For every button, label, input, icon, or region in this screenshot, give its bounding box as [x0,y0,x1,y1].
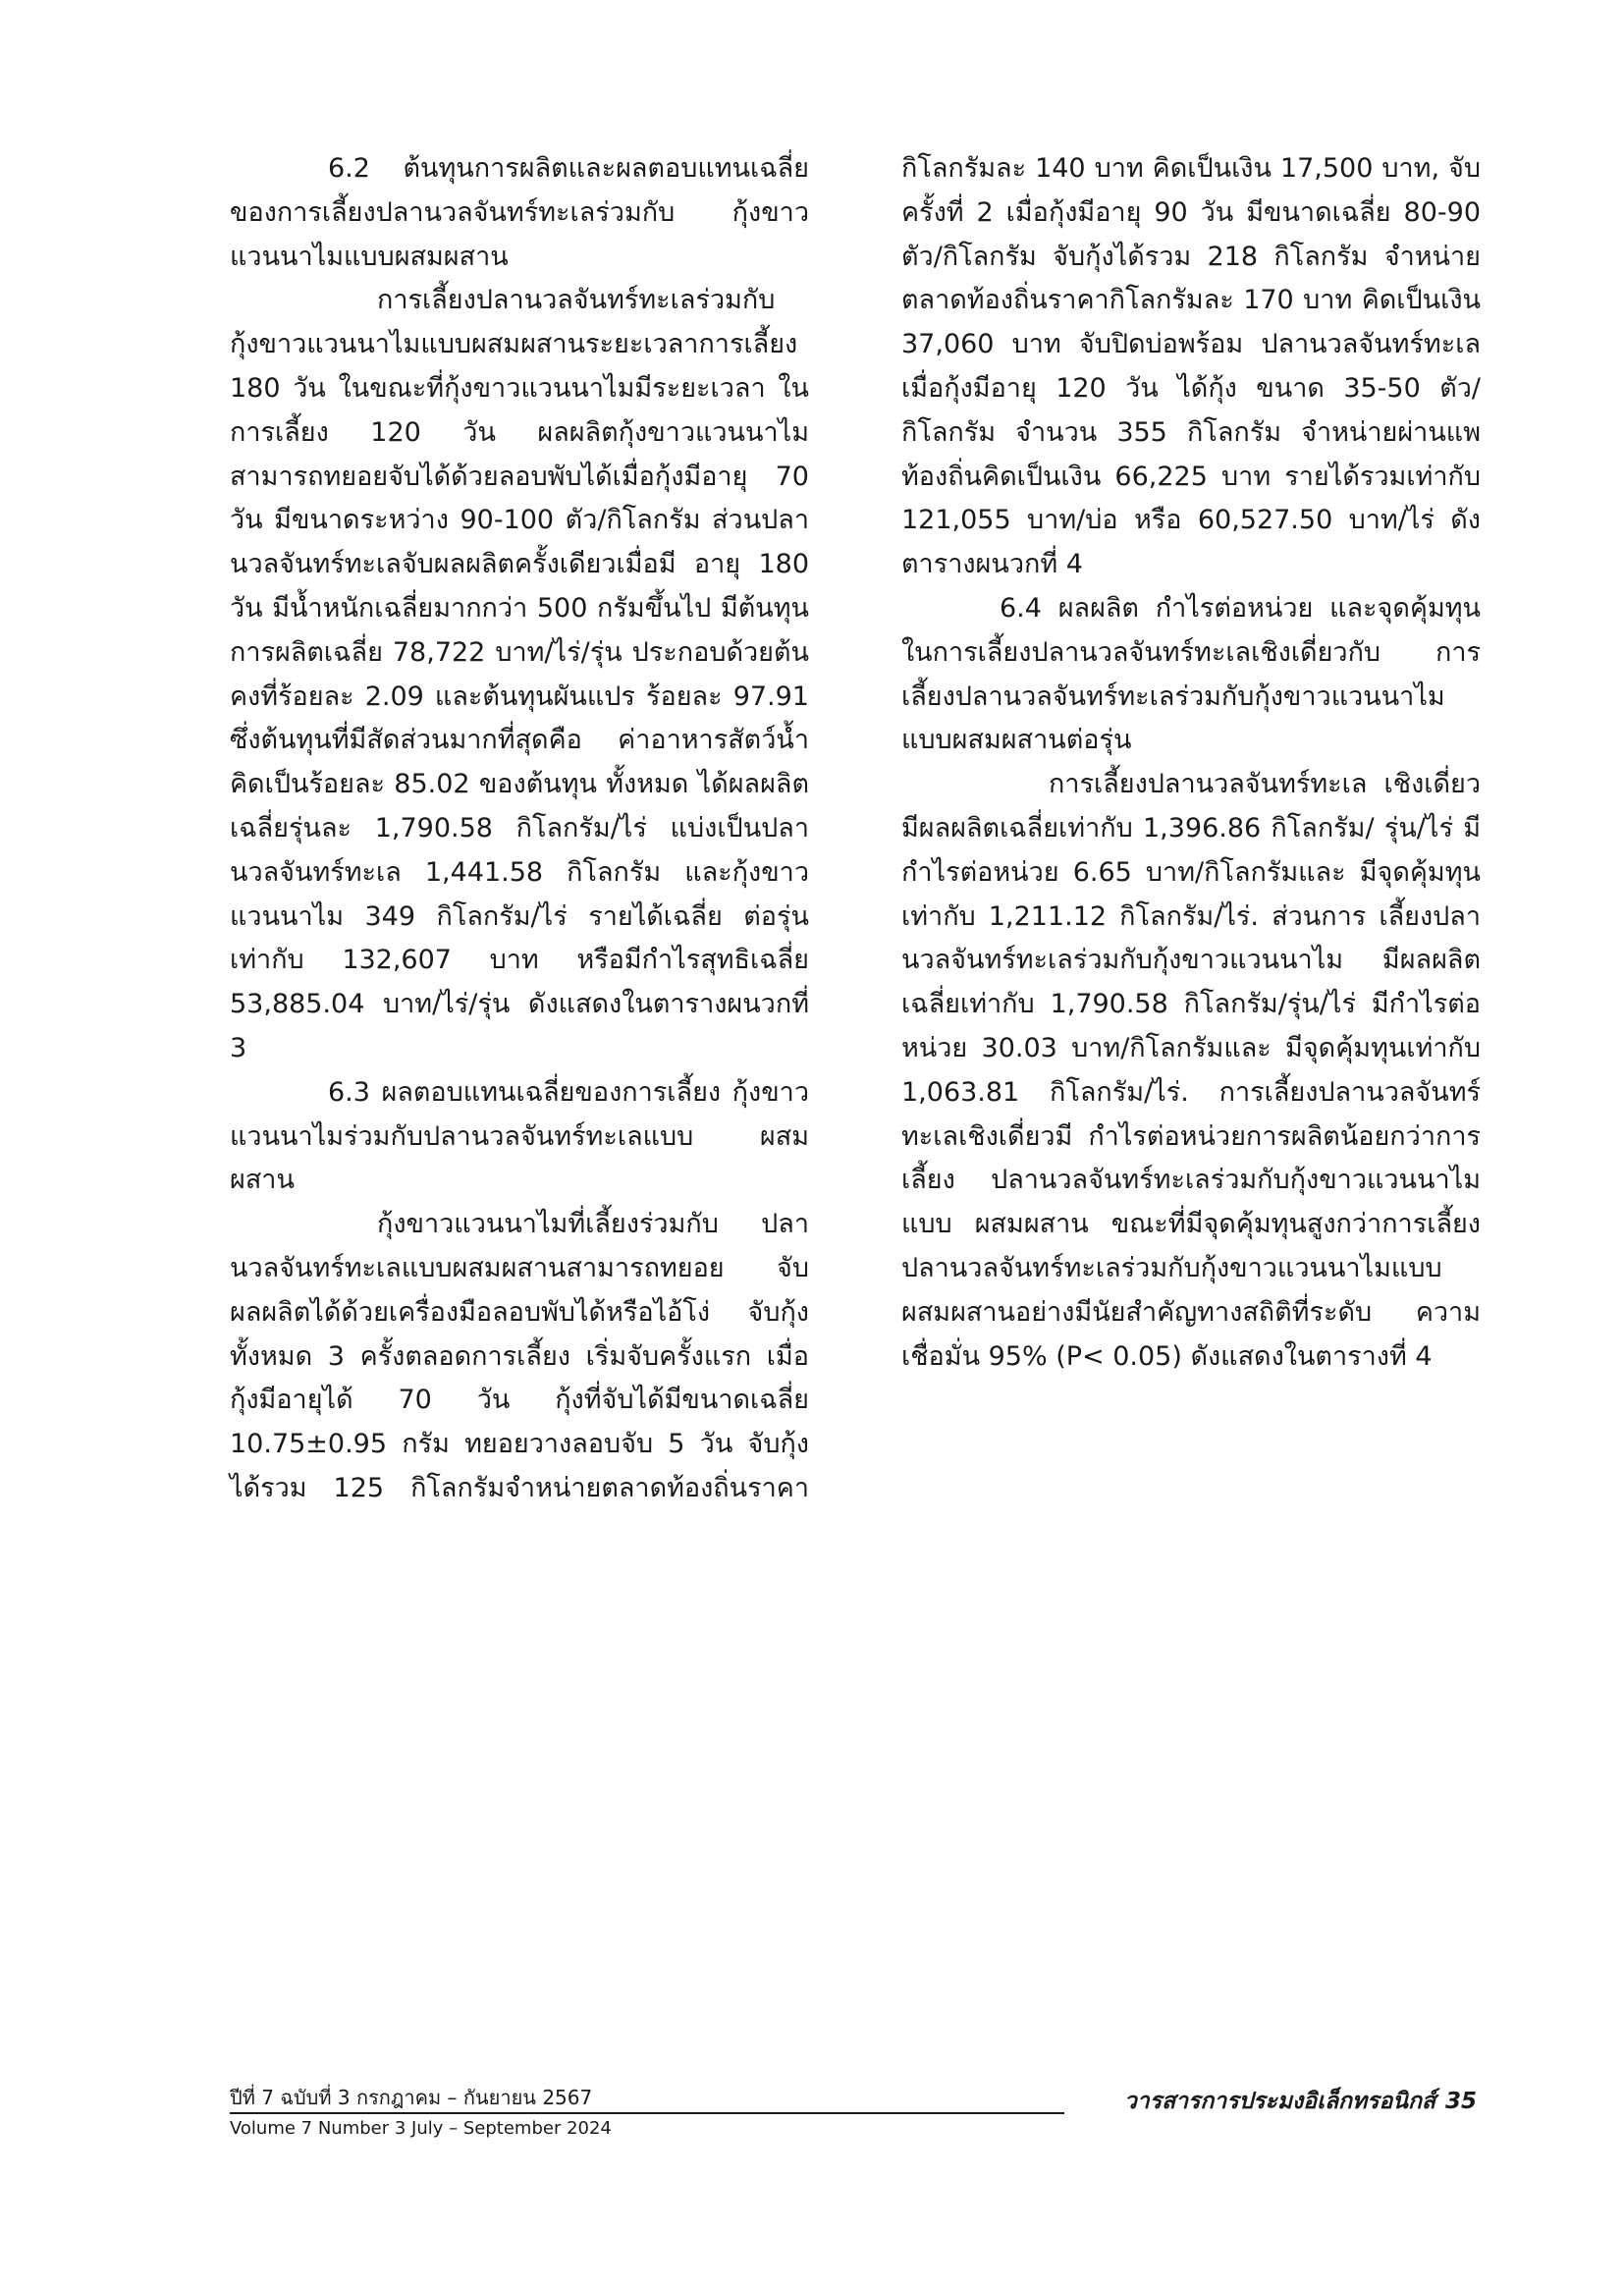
footer-issue-english: Volume 7 Number 3 July – September 2024 [230,2118,612,2139]
section-6-3-body-continued: กิโลกรัมละ 140 บาท คิดเป็นเงิน 17,500 บาท, จับครั้งที่ 2 เมื่อกุ้งมีอายุ 90 วัน มีขนาดเฉลี่ย 80-90 ตัว/กิโลกรัม จับกุ้งได้รวม 218 กิโลกรัม จำหน่ายตลาดท้องถิ่นราคากิโลกรัมละ 170 บาท คิดเป็นเงิน 37,060 บาท จับปิดบ่อพร้อม ปลานวลจันทร์ทะเลเมื่อกุ้งมีอายุ 120 วัน ได้กุ้ง ขนาด 35-50 ตัว/กิโลกรัม จำนวน 355 กิโลกรัม จำหน่ายผ่านแพท้องถิ่นคิดเป็นเงิน 66,225 บาท รายได้รวมเท่ากับ 121,055 บาท/บ่อ หรือ 60,527.50 บาท/ไร่ ดังตารางผนวกที่ 4 [901,153,1481,580]
journal-title: วารสารการประมงอิเล็กทรอนิกส์ [1123,2089,1435,2114]
section-6-3-body: กุ้งขาวแวนนาไมที่เลี้ยงร่วมกับ ปลานวลจันทร์ทะเลแบบผสมผสานสามารถทยอย จับผลผลิตได้ด้วยเครื่องมือลอบพับได้หรือไอ้โง่ จับกุ้งทั้งหมด 3 ครั้งตลอดการเลี้ยง เริ่มจับครั้งแรก เมื่อกุ้งมีอายุได้ 70 วัน กุ้งที่จับได้มีขนาดเฉลี่ย 10.75±0.95 กรัม ทยอยวางลอบจับ 5 วัน จับกุ้ง ได้รวม 125 กิโลกรัมจำหน่ายตลาดท้องถิ่นราคา [230,1209,809,1503]
right-column [901,147,1481,1379]
section-6-4-heading: 6.4 ผลผลิต กำไรต่อหน่วย และจุดคุ้มทุน ในการเลี้ยงปลานวลจันทร์ทะเลเชิงเดี่ยวกับ การเลี้ยงปลานวลจันทร์ทะเลร่วมกับกุ้งขาวแวนนาไม แบบผสมผสานต่อรุ่น [901,592,1481,756]
left-column [230,147,809,1511]
footer-issue-thai: ปีที่ 7 ฉบับที่ 3 กรกฎาคม – กันยายน 2567 [230,2086,593,2109]
section-6-4-body: การเลี้ยงปลานวลจันทร์ทะเล เชิงเดี่ยวมีผลผลิตเฉลี่ยเท่ากับ 1,396.86 กิโลกรัม/ รุ่น/ไร่ มีกำไรต่อหน่วย 6.65 บาท/กิโลกรัมและ มีจุดคุ้มทุนเท่ากับ 1,211.12 กิโลกรัม/ไร่. ส่วนการ เลี้ยงปลานวลจันทร์ทะเลร่วมกับกุ้งขาวแวนนาไม มีผลผลิตเฉลี่ยเท่ากับ 1,790.58 กิโลกรัม/รุ่น/ไร่ มีกำไรต่อหน่วย 30.03 บาท/กิโลกรัมและ มีจุดคุ้มทุนเท่ากับ 1,063.81 กิโลกรัม/ไร่. การเลี้ยงปลานวลจันทร์ทะเลเชิงเดี่ยวมี กำไรต่อหน่วยการผลิตน้อยกว่าการเลี้ยง ปลานวลจันทร์ทะเลร่วมกับกุ้งขาวแวนนาไมแบบ ผสมผสาน ขณะที่มีจุดคุ้มทุนสูงกว่าการเลี้ยง ปลานวลจันทร์ทะเลร่วมกับกุ้งขาวแวนนาไมแบบ ผสมผสานอย่างมีนัยสำคัญทางสถิติที่ระดับ ความเชื่อมั่น 95% (P< 0.05) ดังแสดงในตารางที่ 4 [901,769,1481,1372]
footer-divider [230,2112,1064,2114]
section-6-2-body: การเลี้ยงปลานวลจันทร์ทะเลร่วมกับ กุ้งขาวแวนนาไมแบบผสมผสานระยะเวลาการเลี้ยง 180 วัน ในขณะที่กุ้งขาวแวนนาไมมีระยะเวลา ในการเลี้ยง 120 วัน ผลผลิตกุ้งขาวแวนนาไม สามารถทยอยจับได้ด้วยลอบพับได้เมื่อกุ้งมีอายุ 70 วัน มีขนาดระหว่าง 90-100 ตัว/กิโลกรัม ส่วนปลานวลจันทร์ทะเลจับผลผลิตครั้งเดียวเมื่อมี อายุ 180 วัน มีน้ำหนักเฉลี่ยมากกว่า 500 กรัมขึ้นไป มีต้นทุนการผลิตเฉลี่ย 78,722 บาท/ไร่/รุ่น ประกอบด้วยต้นคงที่ร้อยละ 2.09 และต้นทุนผันแปร ร้อยละ 97.91 ซึ่งต้นทุนที่มีสัดส่วนมากที่สุดคือ ค่าอาหารสัตว์น้ำ คิดเป็นร้อยละ 85.02 ของต้นทุน ทั้งหมด ได้ผลผลิตเฉลี่ยรุ่นละ 1,790.58 กิโลกรัม/ไร่ แบ่งเป็นปลานวลจันทร์ทะเล 1,441.58 กิโลกรัม และกุ้งขาวแวนนาไม 349 กิโลกรัม/ไร่ รายได้เฉลี่ย ต่อรุ่นเท่ากับ 132,607 บาท หรือมีกำไรสุทธิเฉลี่ย 53,885.04 บาท/ไร่/รุ่น ดังแสดงในตารางผนวกที่ 3 [230,285,809,1063]
section-6-3-heading: 6.3 ผลตอบแทนเฉลี่ยของการเลี้ยง กุ้งขาวแวนนาไมร่วมกับปลานวลจันทร์ทะเลแบบ ผสมผสาน [230,1076,809,1196]
section-6-2-heading: 6.2 ต้นทุนการผลิตและผลตอบแทนเฉลี่ย ของการเลี้ยงปลานวลจันทร์ทะเลร่วมกับ กุ้งขาวแวนนาไมแบบผสมผสาน [230,153,809,272]
footer-journal [1124,2084,1477,2119]
page-number: 35 [1444,2089,1477,2114]
